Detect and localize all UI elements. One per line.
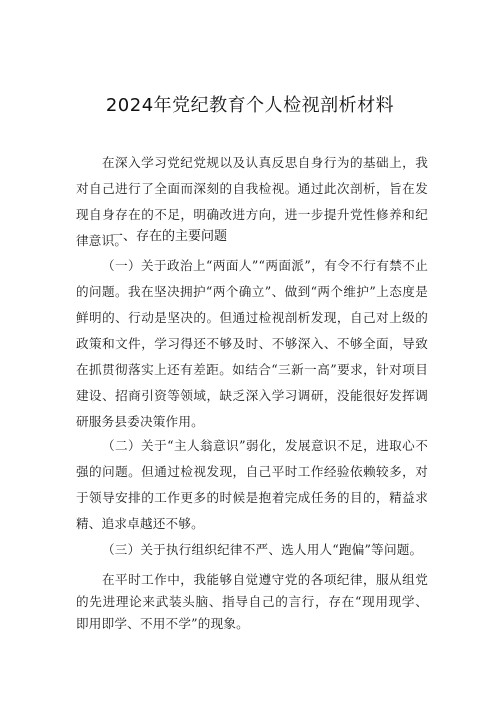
issue-3-text: （三）关于执行组织纪律不严、选人用人“跑偏”等问题。	[102, 542, 423, 557]
closing-text: 在平时工作中，我能够自觉遵守党的各项纪律，服从组党的先进理论来武装头脑、指导自己的言行，存在“现用现学、即用即学、不用不学”的现象。	[76, 572, 428, 631]
document-title: 2024年党纪教育个人检视剖析材料	[105, 95, 395, 116]
issue-2-text: （二）关于“主人翁意识”弱化，发展意识不足，进取心不强的问题。但通过检视发现，自己平时工作经验依赖较多，对于领导安排的工作更多的时候是抱着完成任务的目的，精益求精、追求卓越还不够。	[76, 438, 428, 531]
section-heading: 一、存在的主要问题	[110, 229, 228, 244]
intro-text: 在深入学习党纪党规以及认真反思自身行为的基础上，我对自己进行了全面而深刻的自我检视。通过此次剖析，旨在发现自身存在的不足，明确改进方向，进一步提升党性修养和纪律意识。	[76, 155, 428, 248]
issue-2-paragraph	[76, 433, 428, 537]
closing-paragraph	[76, 569, 428, 635]
issue-1-text: （一）关于政治上“两面人”“两面派”，有令不行有禁不止的问题。我在坚决拥护“两个确立”、做到“两个维护”上态度是鲜明的、行动是坚决的。但通过检视剖析发现，自己对上级的政策和文件，学习得还不够及时、不够深入、不够全面，导致在抓贯彻落实上还有差距。如结合“三新一高”要求，针对项目建设、招商引资等领域，缺乏深入学习调研，没能很好发挥调研服务县委决策作用。	[76, 258, 428, 429]
issue-1-paragraph	[76, 253, 428, 435]
issue-3-paragraph	[76, 537, 428, 563]
